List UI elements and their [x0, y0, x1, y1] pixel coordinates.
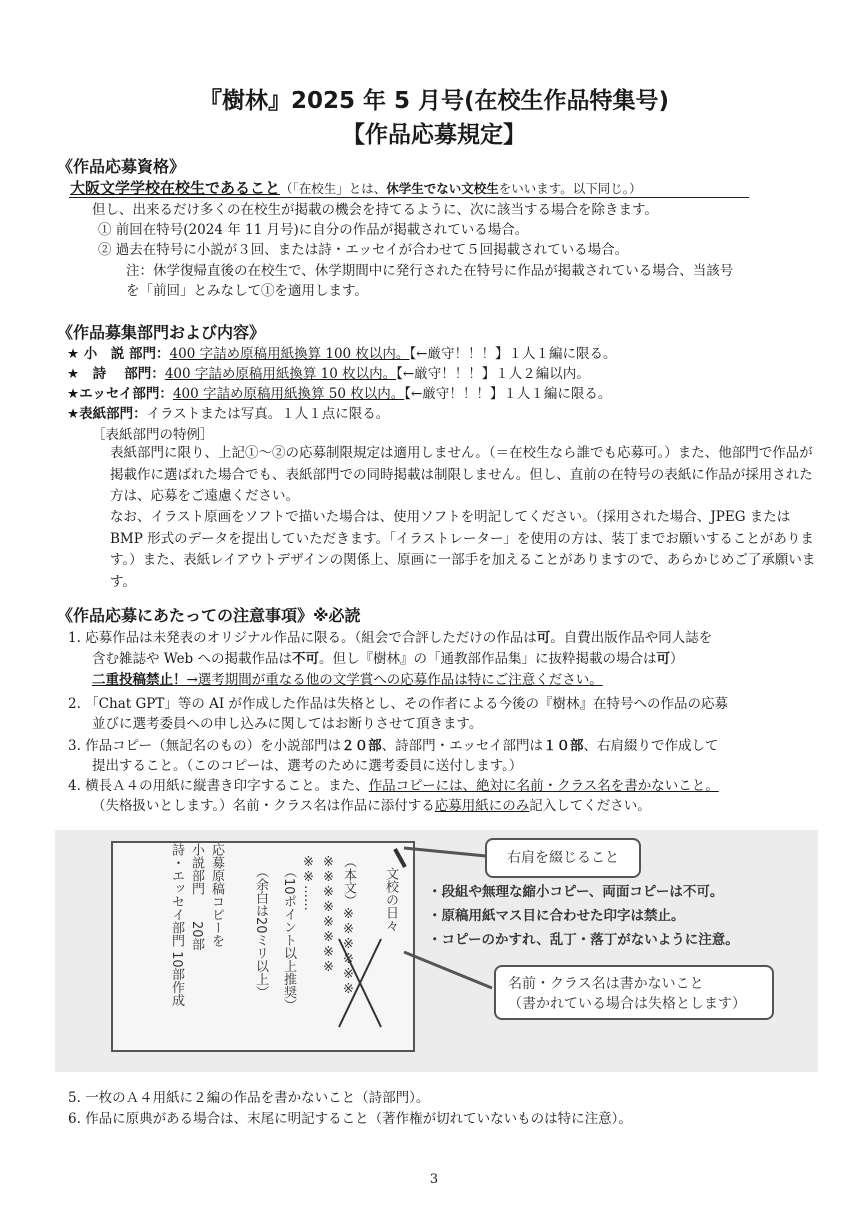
note-2-line-1: 2. 「Chat GPT」等の AI が作成した作品は失格とし、その作者による今後の『樹林』在特号への作品の応募 — [68, 696, 728, 712]
note-emphasis: 可 — [536, 630, 551, 646]
note-1-line-2 — [92, 649, 684, 669]
category-strict: 【←厳守！！！】 — [409, 346, 509, 362]
copies-note-1: 応募原稿コピーを — [209, 843, 224, 947]
note-1-line-1 — [68, 628, 712, 648]
eligibility-note-a: （「在校生」とは、 — [280, 181, 387, 196]
name-callout — [494, 965, 774, 1020]
note-text: 。但し『樹林』の「通教部作品集」に抜粋掲載の場合は — [319, 651, 657, 667]
cover-special-paragraph-1: 表紙部門に限り、上記①～②の応募制限規定は適用しません。（＝在校生なら誰でも応募可。）また、他部門で作品が掲載作に選ばれた場合でも、表紙部門での同時掲載は制限しません。但し、直前の在特号の表紙に作品が採用された方は、応募をご遠慮ください。 — [110, 445, 813, 504]
eligibility-note-line-1: 注：休学復帰直後の在校生で、休学期間中に発行された在特号に作品が掲載されている場合、当該号 — [126, 263, 734, 279]
category-rule: イラストまたは写真。１人１点に限る。 — [146, 406, 390, 422]
figure-bullet: ・原稿用紙マス目に合わせた印字は禁止。 — [428, 908, 685, 924]
eligibility-item-1: ① 前回在特号(2024 年 11 月号)に自分の作品が掲載されている場合。 — [98, 222, 529, 238]
note-emphasis: 可 — [656, 651, 670, 667]
note-text: 、詩部門・エッセイ部門は — [381, 738, 543, 754]
page-number: 3 — [429, 1172, 439, 1187]
eligibility-note-b: 休学生でない文校生 — [386, 181, 499, 196]
note-text: 記入してください。 — [529, 798, 651, 814]
note-emphasis: 不可 — [292, 651, 319, 667]
name-callout-line-2: （書かれている場合は失格とします） — [508, 996, 746, 1012]
category-strict: 【←厳守！！！】 — [396, 366, 496, 382]
manuscript-body: （本文）※※※※※※ — [341, 855, 356, 997]
note-emphasis: ２０部 — [341, 738, 382, 754]
eligibility-heading: 《作品応募資格》 — [57, 157, 186, 176]
note-3-line-2: 提出すること。（このコピーは、選考のために選考委員に送付します。） — [92, 758, 523, 774]
category-limit: 400 字詰め原稿用紙換算 10 枚以内。 — [164, 366, 397, 382]
note-text: 4. 横長Ａ４の用紙に縦書き印字すること。また、 — [68, 778, 369, 794]
note-emphasis: １０部 — [542, 738, 584, 754]
note-text: 1. 応募作品は未発表のオリジナル作品に限る。（組会で合評しただけの作品は — [68, 630, 537, 646]
note-5: 5. 一枚のＡ４用紙に２編の作品を書かないこと（詩部門）。 — [68, 1090, 430, 1106]
category-row — [67, 384, 611, 404]
document-title: 『樹林』2025 年 5 月号(在校生作品特集号) — [198, 88, 670, 114]
category-row — [67, 344, 617, 364]
staple-callout: 右肩を綴じること — [485, 838, 641, 878]
note-text: 。自費出版作品や同人誌を — [550, 630, 713, 646]
eligibility-item-2: ② 過去在特号に小説が３回、または詩・エッセイが合わせて５回掲載されている場合。 — [98, 242, 629, 258]
eligibility-main-bold: 大阪文学学校在校生であること — [70, 179, 281, 197]
eligibility-main — [70, 178, 642, 199]
category-limit: 400 字詰め原稿用紙換算 50 枚以内。 — [172, 386, 405, 402]
note-text: 含む雑誌や Web への掲載作品は — [92, 651, 292, 667]
margin-note: （余白は20ミリ以上） — [253, 865, 268, 999]
category-rule: １人１編に限る。 — [508, 346, 617, 362]
category-rule: １人２編以内。 — [495, 366, 590, 382]
eligibility-note-line-2: を「前回」とみなして①を適用します。 — [126, 283, 368, 299]
cover-special-heading: ［表紙部門の特例］ — [92, 427, 214, 443]
note-3-line-1 — [68, 736, 718, 756]
category-name: ★ 詩 部門： — [67, 366, 165, 382]
name-callout-line-1: 名前・クラス名は書かないこと — [508, 976, 704, 992]
note-text: 3. 作品コピー（無記名のもの）を小説部門は — [68, 738, 342, 754]
note-2-line-2: 並びに選考委員への申し込みに関してはお断りさせて頂きます。 — [92, 716, 483, 732]
figure-bullet: ・コピーのかすれ、乱丁・落丁がないように注意。 — [428, 932, 739, 948]
manuscript-sheet — [111, 841, 415, 1052]
category-limit: 400 字詰め原稿用紙換算 100 枚以内。 — [169, 346, 410, 362]
eligibility-underline — [69, 197, 749, 198]
category-name: ★エッセイ部門： — [67, 386, 173, 402]
category-name: ★ 小 説 部門： — [67, 346, 170, 362]
note-text: 、右肩綴りで作成して — [583, 738, 719, 754]
category-name: ★表紙部門： — [67, 406, 147, 422]
staple-connector — [404, 848, 486, 856]
figure-marks — [113, 843, 413, 1050]
manuscript-marks-1: ※※※※※※※※ — [321, 855, 336, 975]
note-4-line-2 — [92, 796, 651, 816]
manuscript-marks-2: ※※…… — [301, 855, 316, 911]
note-4-line-1 — [68, 776, 719, 796]
category-rule: １人１編に限る。 — [503, 386, 612, 402]
eligibility-note-c: をいいます。以下同じ。） — [498, 181, 642, 196]
name-connector — [404, 952, 492, 988]
categories-heading: 《作品募集部門および内容》 — [57, 323, 266, 342]
category-row-cover — [67, 404, 389, 424]
note-1-line-3 — [92, 670, 603, 690]
double-submission-warning: 二重投稿禁止！ — [92, 672, 187, 688]
note-6: 6. 作品に原典がある場合は、末尾に明記すること（著作権が切れていないものは特に注意）。 — [68, 1111, 632, 1127]
category-strict: 【←厳守！！！】 — [404, 386, 504, 402]
category-row — [67, 364, 590, 384]
figure-bullet: ・段組や無理な縮小コピー、両面コピーは不可。 — [428, 884, 724, 900]
document-subtitle: 【作品応募規定】 — [342, 122, 526, 148]
copies-note-2: 小説部門 20部 — [189, 843, 204, 951]
note-text: （失格扱いとします。）名前・クラス名は作品に添付する — [92, 798, 435, 814]
note-emphasis: 応募用紙にのみ — [434, 798, 530, 814]
cover-special-paragraph-2: なお、イラスト原画をソフトで描いた場合は、使用ソフトを明記してください。（採用された場合、JPEG または BMP 形式のデータを提出していただきます。「イラストレーター」を使用の方は、装丁までお願いすることがあります。）また、表紙レイアウトデザインの関係上、原画に一部手を加えることがありますので、あらかじめご了承願います。 — [110, 509, 816, 590]
copies-note-3: 詩・エッセイ部門 10部作成 — [169, 843, 184, 1007]
eligibility-intro: 但し、出来るだけ多くの在校生が掲載の機会を持てるように、次に該当する場合を除きます。 — [92, 202, 658, 218]
note-emphasis: 作品コピーには、絶対に名前・クラス名を書かないこと。 — [368, 778, 719, 794]
note-text: ） — [670, 651, 684, 667]
manuscript-title: 文校の日々 — [383, 867, 398, 932]
note-text: →選考期間が重なる他の文学賞への応募作品は特にご注意ください。 — [186, 672, 603, 688]
notes-heading: 《作品応募にあたっての注意事項》※必読 — [57, 606, 361, 625]
font-size-note: （10ポイント以上推奨） — [281, 865, 296, 1012]
